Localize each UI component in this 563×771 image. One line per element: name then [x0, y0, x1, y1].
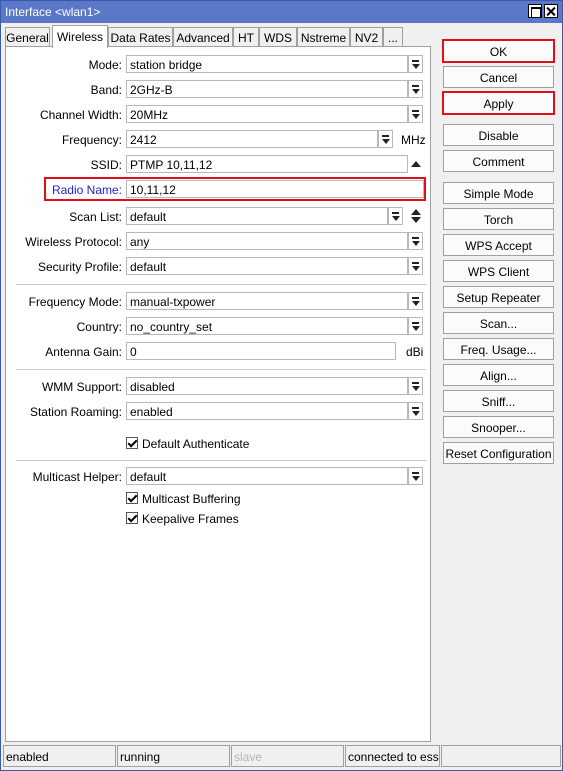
security-profile-label: Security Profile: — [37, 260, 122, 274]
scan-list-select[interactable]: default — [126, 207, 388, 225]
country-select[interactable]: no_country_set — [126, 317, 408, 335]
frequency-label: Frequency: — [61, 133, 122, 147]
sniff-button[interactable]: Sniff... — [443, 390, 554, 412]
station-roaming-label: Station Roaming: — [29, 405, 122, 419]
mode-label: Mode: — [88, 58, 122, 72]
default-authenticate-label: Default Authenticate — [142, 437, 250, 451]
band-select[interactable]: 2GHz-B — [126, 80, 408, 98]
multicast-buffering-label: Multicast Buffering — [142, 492, 241, 506]
multicast-helper-dropdown-icon[interactable] — [408, 467, 423, 485]
apply-button[interactable]: Apply — [443, 92, 554, 114]
scan-list-updown-icon[interactable] — [411, 208, 421, 224]
ssid-collapse-icon[interactable] — [411, 161, 421, 167]
frequency-mode-dropdown-icon[interactable] — [408, 292, 423, 310]
comment-button[interactable]: Comment — [443, 150, 554, 172]
status-slave: slave — [231, 745, 344, 767]
wmm-support-label: WMM Support: — [41, 380, 122, 394]
keepalive-frames-label: Keepalive Frames — [142, 512, 239, 526]
tab-nstreme[interactable]: Nstreme — [297, 27, 350, 47]
cancel-button[interactable]: Cancel — [443, 66, 554, 88]
wps-accept-button[interactable]: WPS Accept — [443, 234, 554, 256]
tab-nv2[interactable]: NV2 — [350, 27, 383, 47]
frequency-dropdown-icon[interactable] — [378, 130, 393, 148]
ssid-label: SSID: — [90, 158, 122, 172]
disable-button[interactable]: Disable — [443, 124, 554, 146]
multicast-helper-label: Multicast Helper: — [32, 470, 122, 484]
band-dropdown-icon[interactable] — [408, 80, 423, 98]
band-label: Band: — [90, 83, 122, 97]
security-profile-select[interactable]: default — [126, 257, 408, 275]
country-dropdown-icon[interactable] — [408, 317, 423, 335]
station-roaming-dropdown-icon[interactable] — [408, 402, 423, 420]
tab-wds[interactable]: WDS — [259, 27, 297, 47]
status-connection: connected to ess — [345, 745, 440, 767]
wmm-support-select[interactable]: disabled — [126, 377, 408, 395]
freq-usage-button[interactable]: Freq. Usage... — [443, 338, 554, 360]
mode-dropdown-icon[interactable] — [408, 55, 423, 73]
title-bar[interactable] — [1, 1, 562, 23]
ok-highlight — [442, 39, 555, 63]
scan-button[interactable]: Scan... — [443, 312, 554, 334]
multicast-helper-select[interactable]: default — [126, 467, 408, 485]
keepalive-frames-checkbox[interactable] — [126, 512, 138, 524]
country-label: Country: — [76, 320, 122, 334]
separator — [16, 460, 426, 461]
tab-wireless[interactable]: Wireless — [52, 25, 108, 48]
reset-configuration-button[interactable]: Reset Configuration — [443, 442, 554, 464]
tab-more[interactable]: ... — [383, 27, 403, 47]
close-icon[interactable] — [544, 4, 558, 18]
status-extra — [441, 745, 561, 767]
wireless-panel — [5, 46, 431, 742]
radio-name-highlight — [44, 177, 426, 201]
wireless-protocol-label: Wireless Protocol: — [25, 235, 122, 249]
wireless-protocol-select[interactable]: any — [126, 232, 408, 250]
wireless-protocol-dropdown-icon[interactable] — [408, 232, 423, 250]
torch-button[interactable]: Torch — [443, 208, 554, 230]
status-running: running — [117, 745, 230, 767]
scan-list-dropdown-icon[interactable] — [388, 207, 403, 225]
frequency-mode-label: Frequency Mode: — [28, 295, 122, 309]
separator — [16, 369, 426, 370]
security-profile-dropdown-icon[interactable] — [408, 257, 423, 275]
frequency-select[interactable]: 2412 — [126, 130, 378, 148]
antenna-gain-label: Antenna Gain: — [45, 345, 122, 359]
status-enabled: enabled — [3, 745, 116, 767]
scan-list-label: Scan List: — [69, 210, 122, 224]
frequency-unit: MHz — [401, 133, 426, 147]
antenna-gain-input[interactable]: 0 — [126, 342, 396, 360]
wmm-support-dropdown-icon[interactable] — [408, 377, 423, 395]
channel-width-dropdown-icon[interactable] — [408, 105, 423, 123]
default-authenticate-checkbox[interactable] — [126, 437, 138, 449]
radio-name-label: Radio Name: — [51, 183, 122, 197]
tab-ht[interactable]: HT — [233, 27, 259, 47]
frequency-mode-select[interactable]: manual-txpower — [126, 292, 408, 310]
simple-mode-button[interactable]: Simple Mode — [443, 182, 554, 204]
radio-name-input[interactable]: 10,11,12 — [126, 180, 424, 198]
align-button[interactable]: Align... — [443, 364, 554, 386]
setup-repeater-button[interactable]: Setup Repeater — [443, 286, 554, 308]
tab-general[interactable]: General — [5, 27, 50, 47]
ssid-input[interactable]: PTMP 10,11,12 — [126, 155, 408, 173]
snooper-button[interactable]: Snooper... — [443, 416, 554, 438]
station-roaming-select[interactable]: enabled — [126, 402, 408, 420]
multicast-buffering-checkbox[interactable] — [126, 492, 138, 504]
tab-advanced[interactable]: Advanced — [173, 27, 233, 47]
mode-select[interactable]: station bridge — [126, 55, 408, 73]
apply-highlight — [442, 91, 555, 115]
ok-button[interactable]: OK — [443, 40, 554, 62]
tab-data-rates[interactable]: Data Rates — [108, 27, 173, 47]
wps-client-button[interactable]: WPS Client — [443, 260, 554, 282]
window-title: Interface <wlan1> — [5, 5, 101, 19]
maximize-icon[interactable] — [528, 4, 542, 18]
antenna-gain-unit: dBi — [406, 345, 424, 359]
channel-width-label: Channel Width: — [39, 108, 122, 122]
channel-width-select[interactable]: 20MHz — [126, 105, 408, 123]
separator — [16, 284, 426, 285]
